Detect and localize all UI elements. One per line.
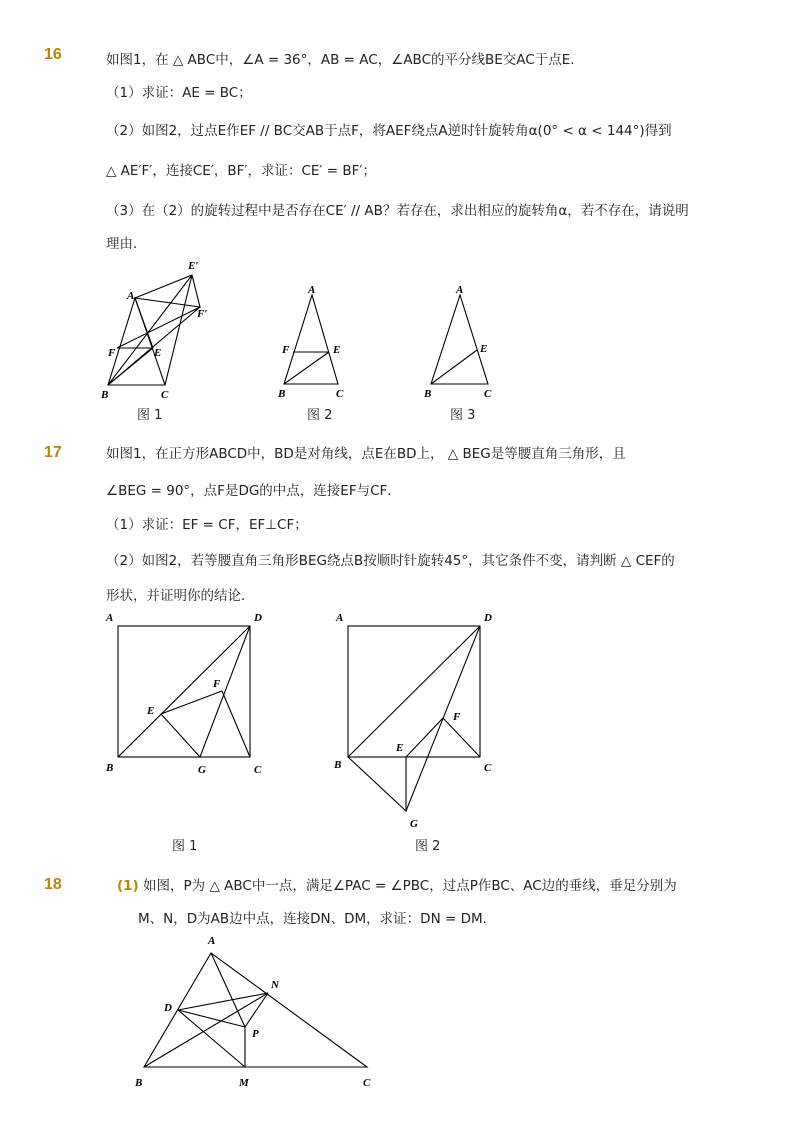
figure-17-2	[330, 608, 510, 837]
figure-17-1	[100, 608, 280, 782]
point-label: F	[282, 344, 290, 356]
question-text: 如图1，在 △ ABC中，∠A = 36°，AB = AC，∠ABC的平分线BE交AC于点E．	[106, 52, 584, 68]
point-label: E	[396, 742, 404, 754]
point-label: D	[254, 612, 262, 624]
figure-caption: 图 3	[450, 408, 476, 423]
point-label: M	[239, 1077, 249, 1089]
figure-caption: 图 1	[137, 408, 163, 423]
point-label: A	[336, 612, 344, 624]
point-label: A	[456, 284, 464, 296]
question-text: M、N，D为AB边中点，连接DN、DM，求证：DN = DM．	[138, 911, 497, 927]
point-label: D	[484, 612, 492, 624]
point-label: D	[164, 1002, 172, 1014]
point-label: C	[484, 388, 492, 400]
figure-16-3	[420, 280, 500, 404]
point-label: C	[484, 762, 492, 774]
point-label: P	[252, 1028, 259, 1040]
point-label: E	[480, 343, 488, 355]
point-label: F	[108, 347, 116, 359]
geometry-diagram	[130, 930, 390, 1095]
question-text: （2）如图2，过点E作EF // BC交AB于点F，将AEF绕点A逆时针旋转角α(0° < α < 144°)得到	[106, 123, 672, 139]
point-label: G	[410, 818, 418, 830]
point-label: F′	[197, 308, 208, 320]
question-number: 17	[44, 444, 62, 461]
point-label: E	[333, 344, 341, 356]
question-number: 16	[44, 46, 62, 63]
geometry-diagram	[100, 255, 220, 405]
point-label: C	[161, 389, 169, 401]
point-label: B	[278, 388, 286, 400]
point-label: C	[254, 764, 262, 776]
question-text: （2）如图2，若等腰直角三角形BEG绕点B按顺时针旋转45°，其它条件不变，请判断 △ CEF的	[106, 553, 675, 569]
question-text: （1）求证：AE = BC；	[106, 85, 252, 101]
question-text	[117, 876, 677, 896]
question-text: 形状，并证明你的结论．	[106, 588, 255, 604]
point-label: A	[208, 935, 216, 947]
point-label: B	[334, 759, 342, 771]
question-text: 如图1，在正方形ABCD中，BD是对角线，点E在BD上， △ BEG是等腰直角三角形，且	[106, 446, 626, 462]
point-label: B	[424, 388, 432, 400]
point-label: F	[453, 711, 461, 723]
subquestion-label: (1)	[117, 878, 139, 894]
point-label: E	[147, 705, 155, 717]
point-label: G	[198, 764, 206, 776]
question-text: △ AE′F′，连接CE′，BF′，求证：CE′ = BF′；	[106, 163, 376, 179]
question-text: ∠BEG = 90°，点F是DG的中点，连接EF与CF．	[106, 483, 401, 499]
point-label: B	[101, 389, 109, 401]
point-label: A	[106, 612, 114, 624]
point-label: N	[271, 979, 279, 991]
question-number: 18	[44, 876, 62, 893]
point-label: E	[154, 347, 162, 359]
geometry-diagram	[275, 280, 355, 400]
figure-caption: 图 2	[307, 408, 333, 423]
question-text: （1）求证：EF = CF，EF⊥CF；	[106, 517, 308, 533]
point-label: A	[308, 284, 316, 296]
figure-18	[130, 930, 390, 1099]
point-label: F	[213, 678, 221, 690]
point-label: B	[135, 1077, 143, 1089]
figure-caption: 图 1	[172, 839, 198, 854]
figure-16-2	[275, 280, 355, 404]
question-text-body: 如图，P为 △ ABC中一点，满足∠PAC = ∠PBC，过点P作BC、AC边的垂线，垂足分别为	[143, 878, 677, 894]
question-text: （3）在（2）的旋转过程中是否存在CE′ // AB？若存在，求出相应的旋转角α，若不存在，请说明	[106, 203, 689, 219]
point-label: C	[336, 388, 344, 400]
point-label: E′	[188, 260, 199, 272]
geometry-diagram	[100, 608, 280, 778]
figure-caption: 图 2	[415, 839, 441, 854]
point-label: B	[106, 762, 114, 774]
geometry-diagram	[420, 280, 500, 400]
geometry-diagram	[330, 608, 510, 833]
question-text: 理由．	[106, 236, 147, 252]
figure-16-1	[100, 255, 220, 409]
point-label: C	[363, 1077, 371, 1089]
point-label: A	[127, 290, 135, 302]
